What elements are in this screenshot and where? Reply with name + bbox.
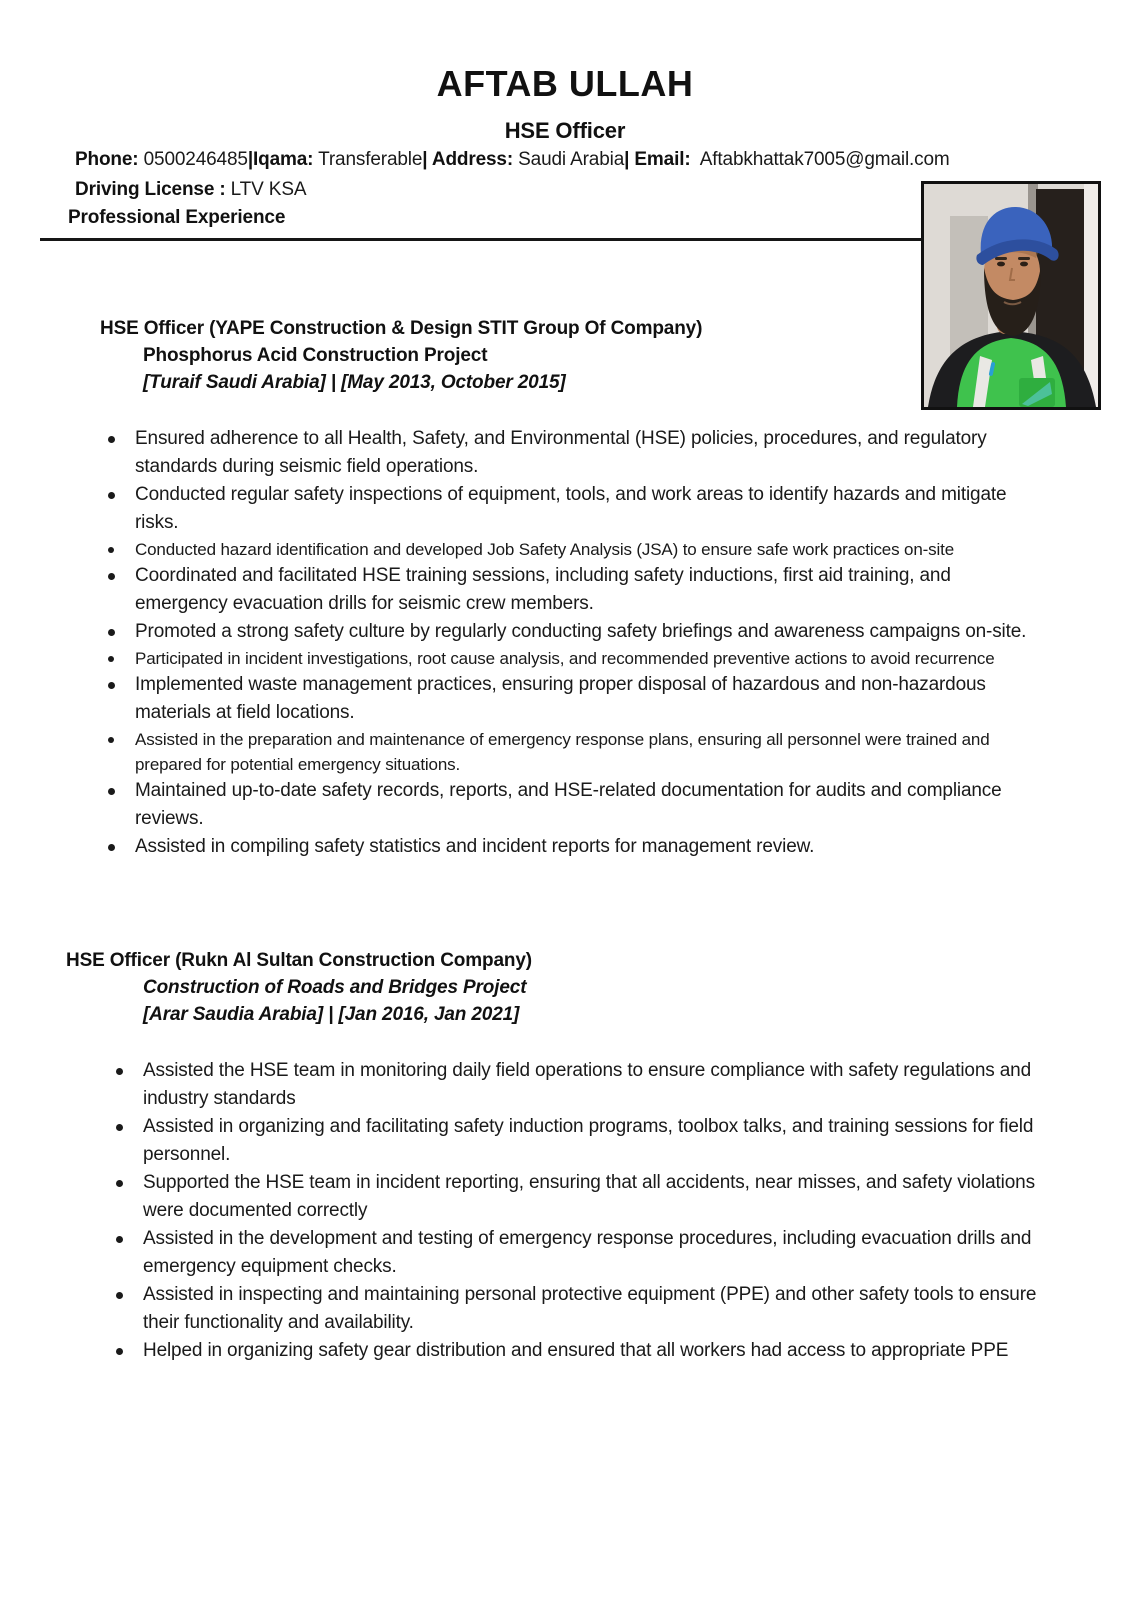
bullet-item: Ensured adherence to all Health, Safety, and Environmental (HSE) policies, procedures, and regulatory standards during seismic field operations.: [105, 425, 1045, 481]
contact-label: | Email:: [624, 149, 691, 170]
bullet-item: Assisted in organizing and facilitating safety induction programs, toolbox talks, and training sessions for field personnel.: [113, 1113, 1045, 1169]
driving-license-value: LTV KSA: [225, 179, 307, 200]
job-project: Phosphorus Acid Construction Project: [143, 345, 488, 366]
bullet-item: Conducted regular safety inspections of equipment, tools, and work areas to identify hazards and mitigate risks.: [105, 481, 1045, 537]
contact-value: Saudi Arabia: [513, 149, 625, 170]
job-entry: [0, 947, 1130, 1365]
contact-value: Transferable: [313, 149, 423, 170]
bullet-item: Assisted in the preparation and maintenance of emergency response plans, ensuring all personnel were trained and prepared for potential emergency situations.: [105, 727, 1045, 777]
experience-list: [0, 315, 1130, 1365]
bullet-item: Maintained up-to-date safety records, reports, and HSE-related documentation for audits and compliance reviews.: [105, 777, 1045, 833]
contact-value: Aftabkhattak7005@gmail.com: [690, 149, 950, 170]
profile-photo-illustration: [924, 184, 1098, 407]
contact-line: [75, 148, 1130, 172]
candidate-name: AFTAB ULLAH: [436, 63, 694, 104]
bullet-item: Assisted in compiling safety statistics and incident reports for management review.: [105, 833, 1045, 861]
job-title: HSE Officer (Rukn Al Sultan Construction Company): [66, 950, 532, 971]
candidate-job-title: HSE Officer: [504, 118, 626, 143]
bullet-item: Supported the HSE team in incident reporting, ensuring that all accidents, near misses, and safety violations were documented correctly: [113, 1169, 1045, 1225]
contact-value: 0500246485: [138, 149, 248, 170]
contact-label: |Iqama:: [247, 149, 314, 170]
bullet-item: Coordinated and facilitated HSE training sessions, including safety inductions, first aid training, and emergency evacuation drills for seismic crew members.: [105, 562, 1045, 618]
bullet-item: Assisted in inspecting and maintaining personal protective equipment (PPE) and other safety tools to ensure their functionality and availability.: [113, 1281, 1045, 1337]
bullet-item: Conducted hazard identification and developed Job Safety Analysis (JSA) to ensure safe work practices on-site: [105, 537, 1045, 562]
section-title-professional-experience: Professional Experience: [68, 207, 286, 228]
job-project: Construction of Roads and Bridges Project: [143, 977, 527, 998]
profile-photo: [921, 181, 1101, 410]
job-title: HSE Officer (YAPE Construction & Design STIT Group Of Company): [100, 318, 703, 339]
bullet-item: Assisted in the development and testing of emergency response procedures, including evacuation drills and emergency equipment checks.: [113, 1225, 1045, 1281]
job-bullet-list: [113, 1057, 1045, 1365]
bullet-item: Helped in organizing safety gear distribution and ensured that all workers had access to appropriate PPE: [113, 1337, 1045, 1365]
job-location-dates: [Arar Saudia Arabia] | [Jan 2016, Jan 2021]: [143, 1004, 520, 1025]
job-location-dates: [Turaif Saudi Arabia] | [May 2013, October 2015]: [143, 372, 566, 393]
contact-label: | Address:: [422, 149, 514, 170]
job-bullet-list: [105, 425, 1045, 861]
bullet-item: Participated in incident investigations, root cause analysis, and recommended preventive actions to avoid recurrence: [105, 646, 1045, 671]
section-divider-line: [40, 238, 923, 241]
driving-license-label: Driving License :: [75, 179, 226, 200]
bullet-item: Implemented waste management practices, ensuring proper disposal of hazardous and non-hazardous materials at field locations.: [105, 671, 1045, 727]
bullet-item: Assisted the HSE team in monitoring daily field operations to ensure compliance with safety regulations and industry standards: [113, 1057, 1045, 1113]
contact-label: Phone:: [75, 149, 139, 170]
bullet-item: Promoted a strong safety culture by regularly conducting safety briefings and awareness campaigns on-site.: [105, 618, 1045, 646]
